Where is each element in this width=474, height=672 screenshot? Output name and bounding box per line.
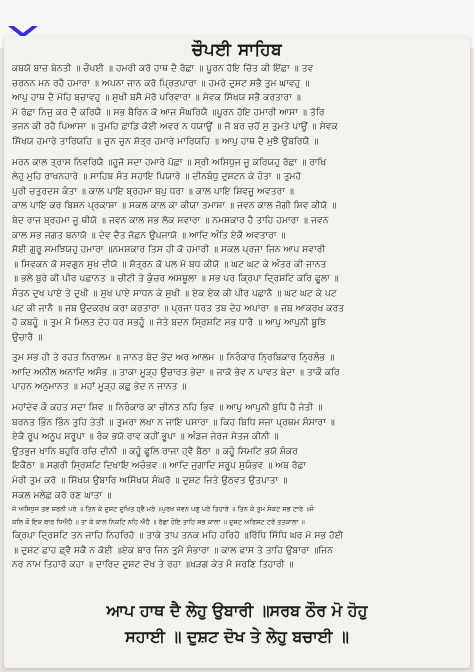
verse-line: ਆਦਿ ਅਨੀਲ ਅਨਾਦਿ ਅਸੰਭ ॥ ਤਾਕਾ ਮੂੜ੍ਹ ਉਚਾਰਤ ਭੇਦਾ ॥ ਜਾਕੋ ਭੇਵ ਨ ਪਾਵਤ ਬੇਦਾ ॥ ਤਾਕੌ ਕਰਿ	[12, 366, 340, 378]
verse-line: ਭਜਨ ਕੀ ਰਹੈ ਪਿਆਸਾ ॥ ਤੁਮਹਿ ਛਾਡਿ ਕੋਈ ਅਵਰ ਨ ਧਯਾਊਂ ॥ ਜੋ ਬਰ ਚਹੋਂ ਸੁ ਤੁਮਤੇ ਪਾਊਂ ॥ ਸੇਵਕ	[12, 121, 338, 133]
verse-line: ਸਿੱਖਯ ਹਮਾਰੇ ਤਾਰਿਯਹਿ ॥ ਚੁਨ ਚੁਨ ਸ਼ੱਤ੍ਰ ਹਮਾਰੇ ਮਾਰਿਯਹਿ ॥ ਆਪੁ ਹਾਥ ਦੈ ਮੁਝੈ ਉਬਰਿਯੈ ॥	[12, 135, 319, 147]
verse-line: ਨਰ ਨਾਮ ਤਿਹਾਰੋ ਕਹਾ ॥ ਦਾਰਿਦ ਦੁਸ਼ਟ ਦੋਖ ਤੇ ਰਹਾ ॥ਖੜਗ ਕੇਤ ਮੈ ਸ਼ਰਣਿ ਤਿਹਾਰੀ ॥	[12, 559, 294, 571]
scripture-page	[4, 36, 470, 668]
closing-line: ਸਹਾਈ ॥ ਦੁਸ਼ਟ ਦੋਖ ਤੇ ਲੇਹੁ ਬਚਾਈ ॥	[125, 627, 349, 646]
verse-line: ਮੋ ਰੱਛਾ ਨਿਜੁ ਕਰ ਦੈ ਕਰਿਯੈ ॥ ਸਭ ਬੈਰਿਨ ਕੋ ਆਜ ਸੰਘਰਿਯੈ ॥ਪੂਰਨ ਹੋਇ ਹਮਾਰੀ ਆਸਾ ॥ ਤੋਰਿ	[12, 106, 325, 118]
verse-line-small: ਜੇ ਅਸਿਧੁਜ ਤਵ ਸ਼ਰਨੀ ਪਰੇ ॥ ਤਿਨ ਕੇ ਦੁਸ਼ਟ ਦੁਖਿਤ ਹ੍ਵੈ ਮਰੇ ॥ਪੁਰਖ ਜਵਨ ਪਗੁ ਪਰੇ ਤਿਹਾਰੇ ॥ ਤਿਨ ਕੇ ਤੁਮ ਸੰਕਟ ਸਭ ਟਾਰੇ ॥ਜੋ	[12, 505, 314, 514]
verse-line: ਮਰਨ ਕਾਲ ਤ੍ਰਾਸ ਨਿਵਰਿਯੈ ॥ਹੂਜੋ ਸਦਾ ਹਮਾਰੇ ਪੱਛਾ ॥ ਸ੍ਰੀ ਅਸਿਧੁਜ ਜੂ ਕਰਿਯਹੁ ਰੱਛਾ ॥ ਰਾਖਿ	[12, 156, 327, 168]
page-title: ਚੌਪਈ ਸਾਹਿਬ	[191, 40, 283, 60]
verse-line-small: ਕਲਿ ਕੋ ਇਕ ਬਾਰ ਧਿਐਹੈ ॥ ਤਾ ਕੇ ਕਾਲ ਨਿਕਟਿ ਨਹਿ ਐਹੈ ॥ ਰੱਛਾ ਹੋਇ ਤਾਹਿ ਸਭ ਕਾਲਾ ॥ ਦੁਸ਼ਟ ਅਰਿਸ਼ਟ ਟਰੇਂ ਤਤਕਾਲਾ ॥	[12, 518, 305, 527]
verse-line: ਹੋ ਕਬਹੂੰ ॥ ਤੁਮ ਮੈ ਮਿਲਤ ਦੇਹ ਧਰ ਸਭਹੂੰ ॥ ਜੇਤੇ ਬਦਨ ਸ੍ਰਿਸ਼ਟਿ ਸਭ ਧਾਰੈ ॥ ਆਪੁ ਆਪੁਨੀ ਬੂਝਿ	[12, 317, 326, 329]
verse-line: ਏਕੈ ਰੂਪ ਅਨੂਪ ਸਰੂਪਾ ॥ ਰੰਕ ਭਯੋ ਰਾਵ ਕਹੀਂ ਭੂਪਾ ॥ ਅੰਡਜ ਜੇਰਜ ਸੇਤਜ ਕੀਨੀ ॥	[12, 431, 279, 443]
verse-line: ਕਬਯੋ ਬਾਚ ਬੇਨਤੀ ॥ ਚੌਪਈ ॥ ਹਮਰੀ ਕਰੋ ਹਾਥ ਦੈ ਰੱਛਾ ॥ ਪੂਰਨ ਹੋਇ ਚਿੱਤ ਕੀ ਇੱਛਾ ॥ ਤਵ	[12, 63, 314, 74]
verse-block	[4, 62, 470, 573]
closing-line: ਆਪ ਹਾਥ ਦੈ ਲੇਹੁ ਉਬਾਰੀ ॥ਸਰਬ ਠੌਰ ਮੋ ਹੋਹੁ	[106, 601, 368, 620]
verse-line: ॥ ਸਿਵਕਨ ਕੋ ਸਵਗੁਨ ਸੁਖ ਦੀਯੋ ॥ ਸ਼ੱਤ੍ਰਨ ਕੋ ਪਲ ਮੋ ਬਧ ਕੀਯੋ ॥ ਘਟ ਘਟ ਕੇ ਅੰਤਰ ਕੀ ਜਾਨਤ	[12, 258, 327, 270]
verse-line: ਪਟ ਕੀ ਜਾਨੈ ॥ ਜਬ ਉਦਕਰਖ ਕਰਾ ਕਰਤਾਰਾ ॥ ਪ੍ਰਜਾ ਧਰਤ ਤਬ ਦੇਹ ਅਪਾਰਾ ॥ ਜਬ ਆਕਰਖ ਕਰਤ	[12, 302, 345, 314]
verse-line: ਉਤਭੁਜ ਖਾਨਿ ਬਹੁਰਿ ਰਚਿ ਦੀਨੀ ॥ ਕਹੂੰ ਫੂਲਿ ਰਾਜਾ ਹ੍ਵੈ ਬੈਠਾ ॥ ਕਹੂੰ ਸਿਮਟਿ ਭਯੋ ਸ਼ੰਕਰ	[12, 445, 298, 457]
verse-line: ਮੇਰੀ ਤੁਮ ਕਰੋ ॥ ਸਿੱਖਯ ਉਬਾਰਿ ਅਸਿੱਖਯ ਸੰਘਰੋ ॥ ਦੁਸ਼ਟ ਜਿਤੇ ਉਠਵਤ ਉਤਪਾਤਾ ॥	[12, 475, 288, 487]
verse-line: ਮਹਾਂਦੇਵ ਕੌ ਕਹਤ ਸਦਾ ਸ਼ਿਵ ॥ ਨਿਰੰਕਾਰ ਕਾ ਚੀਨਤ ਨਹਿ ਭਿਵ ॥ ਆਪੁ ਆਪੁਨੀ ਬੁਧਿ ਹੈ ਜੇਤੀ ॥	[12, 402, 323, 414]
closing-verse	[4, 598, 470, 650]
verse-line: ਕਾਲ ਪਾਇ ਕਰ ਬਿਸ਼ਨ ਪ੍ਰਕਾਸ਼ਾ ॥ ਸਕਲ ਕਾਲ ਕਾ ਕੀਯਾ ਤਮਾਸ਼ਾ ॥ ਜਵਨ ਕਾਲ ਜੋਗੀ ਸ਼ਿਵ ਕੀਯੋ ॥	[12, 200, 337, 212]
verse-line: ਕਾਲ ਸਭ ਜਗਤ ਬਨਾਯੋ ॥ ਦੇਵ ਦੈਤ ਜੱਛਨ ਉਪਜਾਯੋ ॥ ਆਦਿ ਅੰਤਿ ਏਕੈ ਅਵਤਾਰਾ ॥	[12, 229, 286, 241]
verse-line: ਆਪੁ ਹਾਥ ਦੈ ਮੋਹਿ ਬਚਾਵਹੁ ॥ ਸੁਖੀ ਬਸੈ ਮੋਰੋ ਪਰਿਵਾਰਾ ॥ ਸੇਵਕ ਸਿੱਖਯ ਸਭੈ ਕਰਤਾਰਾ ॥	[12, 92, 301, 104]
verse-line: ਉਚਾਰੈ ॥	[12, 331, 43, 343]
verse-line: ਪਾਹਨ ਅਨੁਮਾਨਤ ॥ ਮਹਾਂ ਮੂੜ੍ਹ ਕਛੁ ਭੇਦ ਨ ਜਾਨਤ ॥	[12, 381, 187, 393]
verse-line: ਪੁਰੀ ਚਤੁਰਦਸ ਕੰਤਾ ॥ ਕਾਲ ਪਾਇ ਬ੍ਰਹਮਾ ਬਪੁ ਧਰਾ ॥ ਕਾਲ ਪਾਇ ਸ਼ਿਵਜੂ ਅਵਤਰਾ ॥	[12, 185, 295, 197]
verse-line: ਤੁਮ ਸਭ ਹੀ ਤੇ ਰਹਤ ਨਿਰਾਲਮ ॥ ਜਾਨਤ ਬੇਦ ਭੇਦ ਅਰ ਆਲਮ ॥ ਨਿਰੰਕਾਰ ਨ੍ਰਿਬਿਕਾਰ ਨ੍ਰਿਲੰਭ ॥	[12, 352, 335, 364]
verse-line: ਇਕੈਠਾ ॥ ਸਗਰੀ ਸ੍ਰਿਸ਼ਟਿ ਦਿਖਾਇ ਅਚੰਭਵ ॥ ਆਦਿ ਜੁਗਾਦਿ ਸਰੂਪ ਸੁਯੰਭਵ ॥ ਅਬ ਰੱਛਾ	[12, 460, 307, 472]
verse-line: ਸੰਤਨ ਦੁਖ ਪਾਏ ਤੇ ਦੁਖੀ ॥ ਸੁਖ ਪਾਏ ਸਾਧਨ ਕੇ ਸੁਖੀ ॥ ਏਕ ਏਕ ਕੀ ਪੀਰ ਪਛਾਨੈ ॥ ਘਟ ਘਟ ਕੇ ਪਟ	[12, 287, 337, 299]
verse-line: ਸਕਲ ਮਲੇਛ ਕਰੋ ਰਣ ਘਾਤਾ ॥	[12, 489, 112, 501]
verse-line: ॥ ਦੁਸ਼ਟ ਛਾਹ ਛ੍ਵੈ ਸਕੈ ਨ ਕੋਈ ॥ਏਕ ਬਾਰ ਜਿਨ ਤੁਮੈ ਸੰਭਾਰਾ ॥ ਕਾਲ ਫਾਸ ਤੇ ਤਾਹਿ ਉਬਾਰਾ ॥ਜਿਨ	[12, 544, 334, 556]
verse-line: ਬੇਦ ਰਾਜ ਬ੍ਰਹਮਾ ਜੂ ਥੀਯੋ ॥ ਜਵਨ ਕਾਲ ਸਭ ਲੋਕ ਸਵਾਰਾ ॥ ਨਮਸ਼ਕਾਰ ਹੈ ਤਾਹਿ ਹਮਾਰਾ ॥ ਜਵਨ	[12, 214, 329, 226]
verse-line: ਬਰਨਤ ਭਿੰਨ ਭਿੰਨ ਤੁਹਿ ਤੇਤੀ ॥ ਤੁਮਰਾ ਲਖਾ ਨ ਜਾਇ ਪਸਾਰਾ ॥ ਕਿਹ ਬਿਧਿ ਸਜਾ ਪ੍ਰਥਮ ਸੰਸਾਰਾ ॥	[12, 416, 335, 428]
verse-line: ॥ ਭਲੇ ਬੁਰੇ ਕੀ ਪੀਰ ਪਛਾਨਤ ॥ ਚੀਟੀ ਤੇ ਕੁੰਚਰ ਅਸਥੂਲਾ ॥ ਸਭ ਪਰ ਕ੍ਰਿਪਾ ਦ੍ਰਿਸ਼ਟਿ ਕਰਿ ਫੂਲਾ ॥	[12, 273, 339, 285]
verse-line: ਸੋਈ ਗੁਰੂ ਸਮਝਿਯਹੁ ਹਮਾਰਾ ॥ਨਮਸ਼ਕਾਰ ਤਿਸ ਹੀ ਕੋ ਹਮਾਰੀ ॥ ਸਕਲ ਪ੍ਰਜਾ ਜਿਨ ਆਪ ਸਵਾਰੀ	[12, 244, 326, 256]
verse-line: ਚਰਨਨ ਮਨ ਰਹੈ ਹਮਾਰਾ ॥ ਅਪਨਾ ਜਾਨ ਕਰੋ ਪ੍ਰਿਤਪਾਰਾ ॥ ਹਮਰੇ ਦੁਸਟ ਸਭੈ ਤੁਮ ਘਾਵਹੁ ॥	[12, 77, 310, 89]
verse-line: ਲੇਹੁ ਮੁਹਿ ਰਾਖਨਹਾਰੇ ॥ ਸਾਹਿਬ ਸੰਤ ਸਹਾਇ ਪਿਯਾਰੇ ॥ ਦੀਨਬੰਧੁ ਦੁਸ਼ਟਨ ਕੇ ਹੰਤਾ ॥ ਤੁਮਹੋ	[12, 171, 302, 183]
verse-line: ਕ੍ਰਿਪਾ ਦ੍ਰਿਸ਼ਟਿ ਤਨ ਜਾਹਿ ਨਿਹਰਿਹੋ ॥ ਤਾਕੇ ਤਾਪ ਤਨਕ ਮਹਿ ਹਰਿਹੋ ॥ਰਿੱਧਿ ਸਿੱਧਿ ਘਰ ਮੋ ਸਭ ਹੋਈ	[12, 530, 344, 542]
